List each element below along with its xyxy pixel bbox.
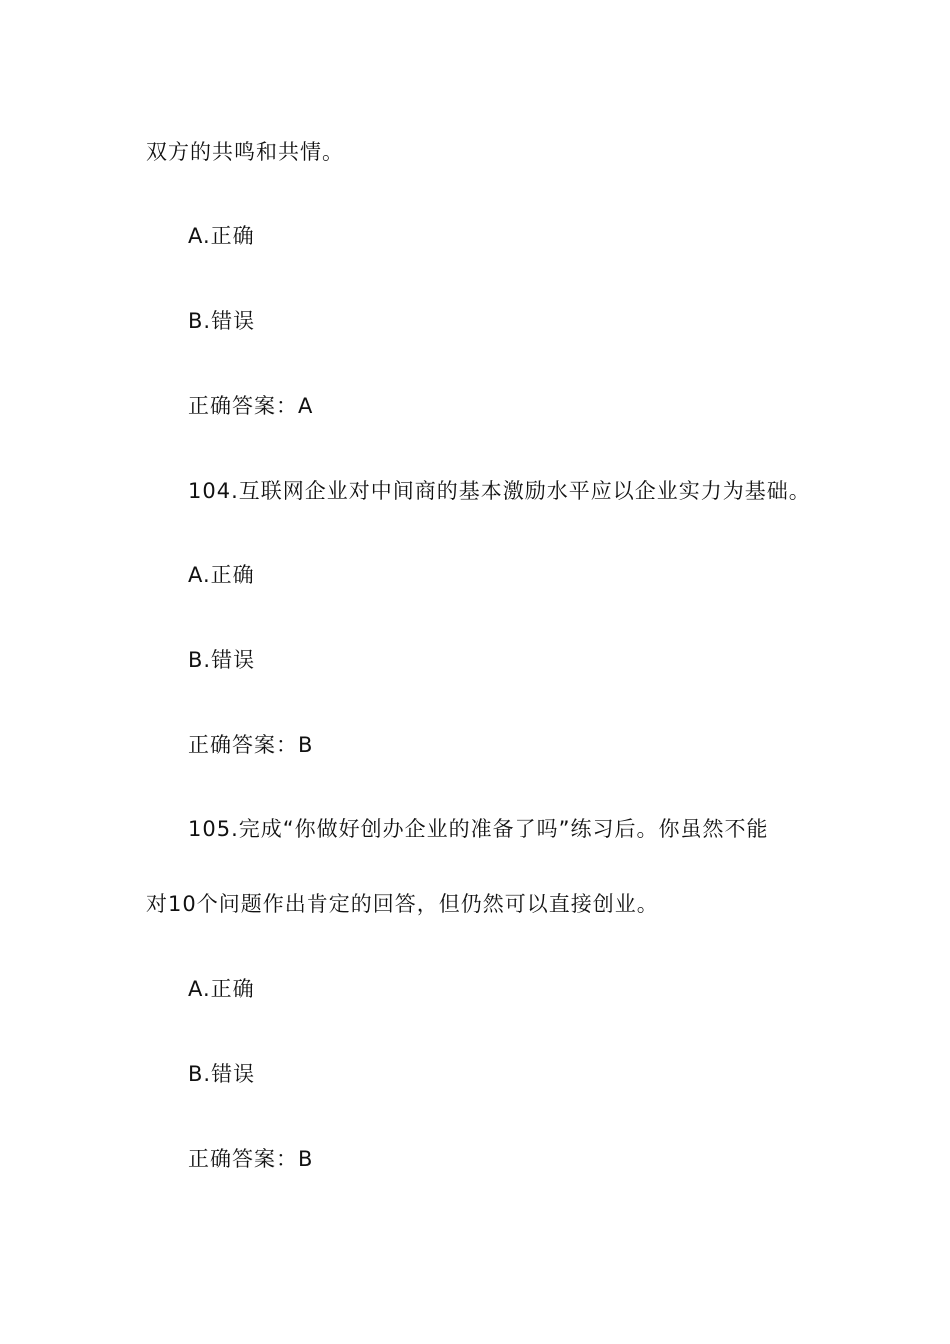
option-a: A.正确 (188, 977, 255, 1001)
question-105-line-2: 对10个问题作出肯定的回答，但仍然可以直接创业。 (146, 892, 659, 916)
question-104: 104.互联网企业对中间商的基本激励水平应以企业实力为基础。 (188, 479, 811, 503)
option-a: A.正确 (188, 563, 255, 587)
question-continuation-text: 双方的共鸣和共情。 (146, 140, 344, 164)
option-b: B.错误 (188, 648, 256, 672)
correct-answer: 正确答案：B (188, 733, 314, 757)
option-b: B.错误 (188, 1062, 256, 1086)
correct-answer: 正确答案：B (188, 1147, 314, 1171)
question-105-line-1: 105.完成“你做好创办企业的准备了吗”练习后。你虽然不能 (188, 817, 769, 841)
option-b: B.错误 (188, 309, 256, 333)
option-a: A.正确 (188, 224, 255, 248)
correct-answer: 正确答案：A (188, 394, 314, 418)
